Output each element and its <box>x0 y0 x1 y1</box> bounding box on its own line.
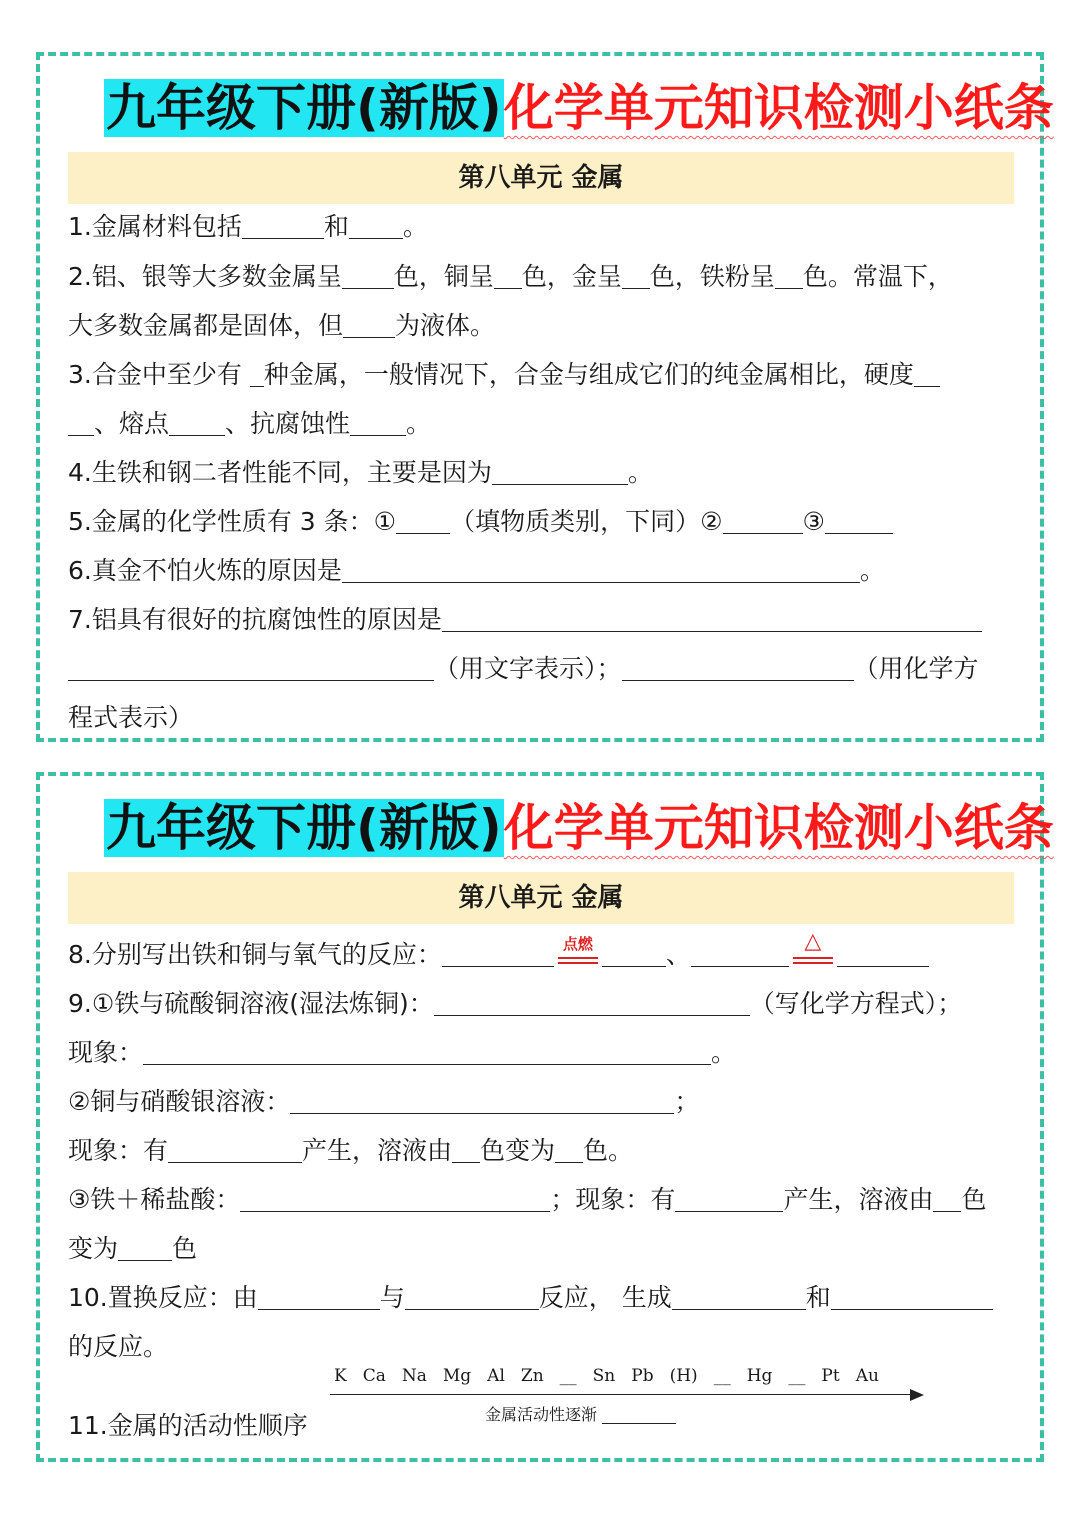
question-9-line-4: 现象：有 产生，溶液由 色变为 色。 <box>68 1136 634 1165</box>
blank[interactable] <box>250 360 264 387</box>
blank[interactable] <box>342 262 394 289</box>
question-3-line-1: 3.合金中至少有 种金属，一般情况下，合金与组成它们的纯金属相比，硬度 <box>68 358 940 392</box>
worksheet-card-1 <box>36 52 1054 742</box>
metal-symbol: Sn <box>592 1366 616 1386</box>
metal-symbol: Al <box>487 1366 505 1386</box>
blank[interactable] <box>675 1185 783 1212</box>
activity-arrowhead <box>910 1389 924 1401</box>
question-9-line-5: ③铁＋稀盐酸： ；现象：有 产生，溶液由 色 <box>68 1185 987 1214</box>
question-10-line-2: 的反应。 <box>68 1332 169 1361</box>
blank[interactable] <box>831 1283 993 1310</box>
blank[interactable] <box>602 1405 676 1424</box>
blank[interactable] <box>723 507 803 534</box>
metal-symbol: Mg <box>442 1366 472 1386</box>
blank[interactable] <box>118 1234 172 1261</box>
worksheet-card-2 <box>36 772 1054 1462</box>
blank[interactable] <box>349 212 403 239</box>
blank[interactable] <box>169 409 225 436</box>
blank[interactable] <box>914 360 940 387</box>
question-9-line-2: 现象： 。 <box>68 1038 737 1067</box>
metal-symbol: Au <box>855 1366 879 1386</box>
blank[interactable] <box>622 262 650 289</box>
blank[interactable] <box>555 1136 583 1163</box>
blank[interactable] <box>442 605 982 632</box>
question-9-line-6: 变为 色 <box>68 1234 198 1263</box>
metal-symbol: Pt <box>821 1366 840 1386</box>
card2-title <box>104 788 1054 868</box>
question-6: 6.真金不怕火炼的原因是 。 <box>68 556 885 585</box>
question-9-line-1: 9.①铁与硫酸铜溶液(湿法炼铜)： （写化学方程式）； <box>68 989 963 1018</box>
blank[interactable] <box>837 940 929 967</box>
metal-symbol: Zn <box>520 1366 544 1386</box>
card2-title-grade: 九年级下册(新版) <box>106 799 502 857</box>
question-7-line-2: （用文字表示）； （用化学方 <box>68 652 979 686</box>
condition-ignite: 点燃 <box>554 941 602 967</box>
metal-symbol: K <box>334 1366 347 1386</box>
blank[interactable] <box>343 311 395 338</box>
question-11: 11.金属的活动性顺序 <box>68 1411 308 1440</box>
metal-symbol: Hg <box>746 1366 773 1386</box>
blank[interactable] <box>933 1185 961 1212</box>
card1-unit-heading: 第八单元 金属 <box>68 152 1014 204</box>
blank[interactable] <box>775 262 803 289</box>
blank[interactable] <box>240 1185 550 1212</box>
metal-symbol: Na <box>401 1366 427 1386</box>
blank[interactable] <box>825 507 893 534</box>
blank[interactable] <box>242 212 324 239</box>
blank[interactable] <box>494 262 522 289</box>
question-7-line-3: 程式表示） <box>68 703 194 732</box>
metal-activity-series <box>330 1366 940 1446</box>
blank[interactable] <box>68 654 434 681</box>
question-3-line-2: 、熔点 、抗腐蚀性 。 <box>68 407 431 441</box>
question-5: 5.金属的化学性质有 3 条：① （填物质类别，下同）② ③ <box>68 505 893 539</box>
card1-title-grade: 九年级下册(新版) <box>106 79 502 137</box>
card2-title-subject: 化学单元知识检测小纸条 <box>503 799 1054 857</box>
metal-symbol: Pb <box>631 1366 654 1386</box>
metal-list <box>334 1366 895 1386</box>
blank[interactable] <box>492 458 628 485</box>
blank[interactable] <box>342 556 860 583</box>
blank[interactable] <box>168 1136 302 1163</box>
condition-heat-triangle: △ <box>789 941 837 967</box>
blank[interactable] <box>396 507 450 534</box>
metal-symbol: Ca <box>362 1366 386 1386</box>
question-9-line-3: ②铜与硝酸银溶液： ； <box>68 1087 700 1116</box>
blank[interactable] <box>143 1038 711 1065</box>
blank[interactable] <box>602 940 666 967</box>
question-4: 4.生铁和钢二者性能不同，主要是因为 。 <box>68 458 653 487</box>
blank[interactable] <box>691 940 789 967</box>
card1-title-subject: 化学单元知识检测小纸条 <box>503 79 1054 137</box>
metal-symbol: __ <box>788 1366 806 1386</box>
question-7-line-1: 7.铝具有很好的抗腐蚀性的原因是 <box>68 603 982 637</box>
activity-arrow-line <box>330 1394 916 1395</box>
blank[interactable] <box>672 1283 806 1310</box>
blank[interactable] <box>68 409 94 436</box>
card1-title <box>104 68 1054 148</box>
blank[interactable] <box>350 409 406 436</box>
blank[interactable] <box>442 940 554 967</box>
blank[interactable] <box>452 1136 480 1163</box>
question-2-line-2: 大多数金属都是固体，但 为液体。 <box>68 311 496 340</box>
question-10-line-1: 10.置换反应：由 与 反应， 生成 和 <box>68 1281 993 1315</box>
question-2-line-1: 2.铝、银等大多数金属呈 色，铜呈 色，金呈 色，铁粉呈 色。常温下， <box>68 262 953 291</box>
blank[interactable] <box>405 1283 539 1310</box>
card2-unit-heading: 第八单元 金属 <box>68 872 1014 924</box>
blank[interactable] <box>290 1087 674 1114</box>
blank[interactable] <box>258 1283 380 1310</box>
blank[interactable] <box>434 989 750 1016</box>
metal-symbol: __ <box>559 1366 577 1386</box>
question-8: 8.分别写出铁和铜与氧气的反应： 点燃 、 △ <box>68 938 929 972</box>
metal-symbol: __ <box>713 1366 731 1386</box>
question-1: 1.金属材料包括 和 。 <box>68 212 428 241</box>
metal-symbol: (H) <box>669 1366 698 1386</box>
activity-caption: 金属活动性逐渐 <box>485 1402 676 1425</box>
blank[interactable] <box>622 654 854 681</box>
